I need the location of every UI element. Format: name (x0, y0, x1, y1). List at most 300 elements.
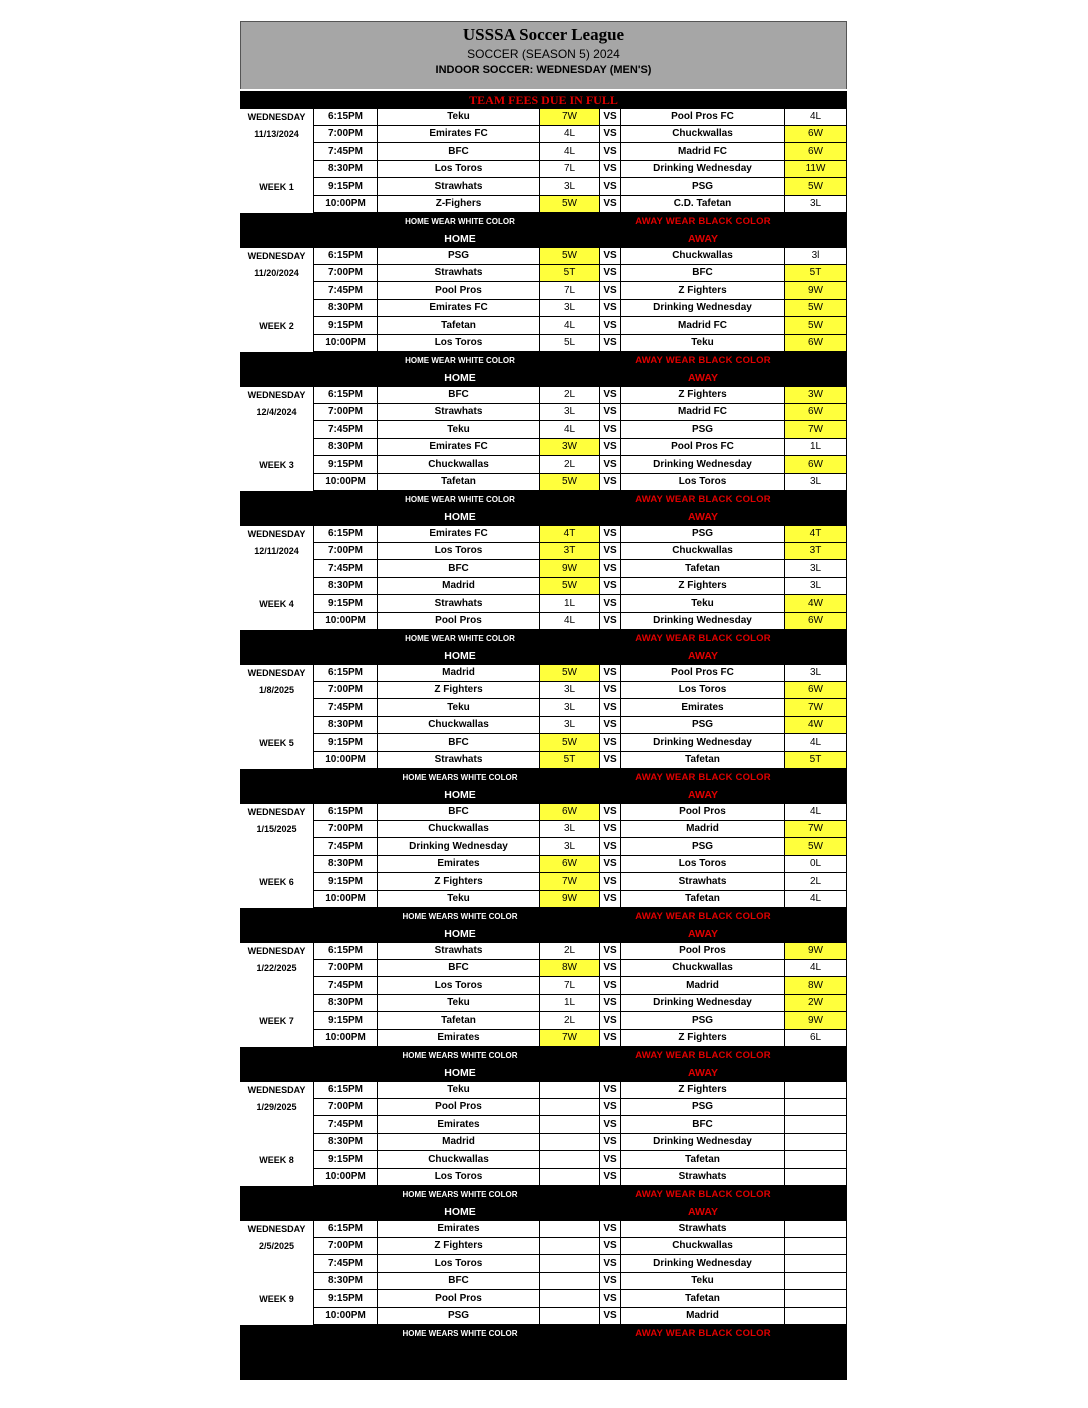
game-row (240, 178, 847, 196)
away-score: 5W (785, 838, 847, 856)
home-score: 7L (540, 282, 600, 300)
home-team: Chuckwallas (378, 1151, 540, 1169)
day-cell (240, 752, 314, 770)
game-time: 7:45PM (314, 1116, 378, 1134)
game-row (240, 891, 847, 909)
season-title: SOCCER (SEASON 5) 2024 (467, 47, 620, 61)
away-score (785, 1169, 847, 1187)
week-block (240, 664, 847, 769)
game-time: 9:15PM (314, 1151, 378, 1169)
game-row (240, 1081, 847, 1099)
away-score: 3L (785, 560, 847, 578)
away-attire-note: AWAY WEAR BLACK COLOR (635, 494, 771, 505)
away-score (785, 1134, 847, 1152)
day-cell: WEEK 1 (240, 178, 314, 196)
away-score: 6W (785, 613, 847, 631)
vs-label: VS (600, 613, 621, 631)
away-score: 3L (785, 578, 847, 596)
day-cell (240, 560, 314, 578)
vs-label: VS (600, 560, 621, 578)
away-score (785, 1099, 847, 1117)
game-time: 9:15PM (314, 456, 378, 474)
vs-label: VS (600, 942, 621, 960)
home-score: 5W (540, 734, 600, 752)
away-team: Tafetan (621, 1151, 785, 1169)
game-row (240, 595, 847, 613)
game-row (240, 1308, 847, 1326)
vs-label: VS (600, 1308, 621, 1326)
game-row (240, 386, 847, 404)
game-time: 7:45PM (314, 421, 378, 439)
day-cell: 12/4/2024 (240, 404, 314, 422)
vs-label: VS (600, 1151, 621, 1169)
away-attire-note: AWAY WEAR BLACK COLOR (635, 911, 771, 922)
home-score: 7L (540, 977, 600, 995)
game-time: 9:15PM (314, 1290, 378, 1308)
game-row (240, 838, 847, 856)
home-team: BFC (378, 560, 540, 578)
vs-label: VS (600, 178, 621, 196)
home-team: Drinking Wednesday (378, 838, 540, 856)
away-score: 7W (785, 699, 847, 717)
away-attire-note: AWAY WEAR BLACK COLOR (635, 216, 771, 227)
away-score (785, 1308, 847, 1326)
away-team: PSG (621, 717, 785, 735)
day-cell: WEDNESDAY (240, 386, 314, 404)
vs-label: VS (600, 474, 621, 492)
game-row (240, 456, 847, 474)
away-team: PSG (621, 421, 785, 439)
attire-note-band (240, 1325, 847, 1342)
home-score (540, 1169, 600, 1187)
away-team: Pool Pros FC (621, 108, 785, 126)
vs-label: VS (600, 1012, 621, 1030)
home-team: Strawhats (378, 265, 540, 283)
week-block (240, 1081, 847, 1186)
away-team: Chuckwallas (621, 1238, 785, 1256)
home-label: HOME (444, 232, 476, 245)
home-attire-note: HOME WEARS WHITE COLOR (402, 1190, 518, 1199)
away-team: Strawhats (621, 873, 785, 891)
home-team: Emirates FC (378, 300, 540, 318)
away-attire-note: AWAY WEAR BLACK COLOR (635, 355, 771, 366)
game-row (240, 439, 847, 457)
game-row (240, 578, 847, 596)
home-label: HOME (444, 649, 476, 662)
home-score: 3T (540, 543, 600, 561)
home-team: Madrid (378, 664, 540, 682)
game-row (240, 752, 847, 770)
day-cell: WEDNESDAY (240, 525, 314, 543)
attire-note-band (240, 491, 847, 508)
home-team: Emirates (378, 1030, 540, 1048)
vs-label: VS (600, 1220, 621, 1238)
away-team: Tafetan (621, 752, 785, 770)
game-row (240, 1134, 847, 1152)
home-score: 3L (540, 838, 600, 856)
away-score: 6W (785, 404, 847, 422)
game-time: 7:45PM (314, 699, 378, 717)
away-score: 11W (785, 161, 847, 179)
vs-label: VS (600, 595, 621, 613)
game-row (240, 1220, 847, 1238)
day-cell: WEDNESDAY (240, 664, 314, 682)
vs-label: VS (600, 335, 621, 353)
game-row (240, 1012, 847, 1030)
home-score: 7W (540, 1030, 600, 1048)
day-cell: WEEK 8 (240, 1151, 314, 1169)
game-row (240, 126, 847, 144)
game-time: 6:15PM (314, 386, 378, 404)
day-cell: 11/20/2024 (240, 265, 314, 283)
away-team: Z Fighters (621, 1030, 785, 1048)
home-score: 5W (540, 474, 600, 492)
home-label: HOME (444, 371, 476, 384)
home-team: BFC (378, 1273, 540, 1291)
day-cell: WEDNESDAY (240, 108, 314, 126)
vs-label: VS (600, 873, 621, 891)
away-score: 5W (785, 317, 847, 335)
away-score: 4W (785, 595, 847, 613)
day-cell (240, 1116, 314, 1134)
game-row (240, 474, 847, 492)
vs-label: VS (600, 161, 621, 179)
game-row (240, 1238, 847, 1256)
game-row (240, 734, 847, 752)
home-score: 3L (540, 300, 600, 318)
away-team: Emirates (621, 699, 785, 717)
vs-label: VS (600, 247, 621, 265)
game-row (240, 525, 847, 543)
home-team: Teku (378, 1081, 540, 1099)
game-time: 7:00PM (314, 821, 378, 839)
home-score (540, 1116, 600, 1134)
home-score (540, 1255, 600, 1273)
home-score: 3L (540, 682, 600, 700)
home-score: 7L (540, 161, 600, 179)
home-score: 5W (540, 664, 600, 682)
game-time: 10:00PM (314, 1308, 378, 1326)
game-row (240, 1273, 847, 1291)
day-cell: 12/11/2024 (240, 543, 314, 561)
game-row (240, 803, 847, 821)
away-label: AWAY (688, 1066, 718, 1079)
away-team: Strawhats (621, 1220, 785, 1238)
vs-label: VS (600, 1255, 621, 1273)
week-block (240, 803, 847, 908)
away-team: Tafetan (621, 1290, 785, 1308)
away-team: Drinking Wednesday (621, 161, 785, 179)
away-score: 6W (785, 143, 847, 161)
vs-label: VS (600, 456, 621, 474)
away-score: 9W (785, 1012, 847, 1030)
home-team: Madrid (378, 578, 540, 596)
home-away-header (240, 1203, 847, 1220)
away-score: 6W (785, 682, 847, 700)
game-time: 8:30PM (314, 1134, 378, 1152)
game-time: 7:00PM (314, 265, 378, 283)
vs-label: VS (600, 821, 621, 839)
day-cell (240, 838, 314, 856)
away-team: PSG (621, 1012, 785, 1030)
game-time: 6:15PM (314, 108, 378, 126)
home-score: 5T (540, 752, 600, 770)
away-score: 6L (785, 1030, 847, 1048)
away-team: Madrid (621, 1308, 785, 1326)
attire-note-band (240, 352, 847, 369)
home-team: Z Fighters (378, 682, 540, 700)
day-cell (240, 856, 314, 874)
away-score: 3L (785, 196, 847, 214)
game-row (240, 143, 847, 161)
away-score (785, 1116, 847, 1134)
game-row (240, 335, 847, 353)
away-team: Los Toros (621, 474, 785, 492)
day-cell: WEEK 6 (240, 873, 314, 891)
away-score (785, 1081, 847, 1099)
vs-label: VS (600, 300, 621, 318)
vs-label: VS (600, 960, 621, 978)
day-cell (240, 439, 314, 457)
away-team: Z Fighters (621, 282, 785, 300)
away-team: Madrid FC (621, 143, 785, 161)
game-row (240, 196, 847, 214)
game-row (240, 560, 847, 578)
home-team: Teku (378, 995, 540, 1013)
home-score: 7W (540, 873, 600, 891)
away-label: AWAY (688, 371, 718, 384)
home-team: Strawhats (378, 595, 540, 613)
day-cell (240, 891, 314, 909)
day-cell (240, 474, 314, 492)
game-time: 6:15PM (314, 1081, 378, 1099)
day-cell (240, 161, 314, 179)
game-time: 7:00PM (314, 960, 378, 978)
day-cell: 1/29/2025 (240, 1099, 314, 1117)
day-cell (240, 143, 314, 161)
away-label: AWAY (688, 788, 718, 801)
away-team: Madrid FC (621, 317, 785, 335)
indoor-title: INDOOR SOCCER: WEDNESDAY (MEN'S) (435, 64, 652, 76)
home-team: PSG (378, 1308, 540, 1326)
attire-note-band (240, 769, 847, 786)
day-cell: WEDNESDAY (240, 942, 314, 960)
vs-label: VS (600, 421, 621, 439)
game-time: 9:15PM (314, 595, 378, 613)
away-score: 4L (785, 108, 847, 126)
game-time: 7:45PM (314, 838, 378, 856)
away-score: 4L (785, 960, 847, 978)
vs-label: VS (600, 734, 621, 752)
home-team: Pool Pros (378, 613, 540, 631)
game-row (240, 821, 847, 839)
week-block (240, 942, 847, 1047)
away-team: Los Toros (621, 682, 785, 700)
game-time: 6:15PM (314, 247, 378, 265)
day-cell (240, 335, 314, 353)
home-team: BFC (378, 734, 540, 752)
vs-label: VS (600, 1169, 621, 1187)
away-team: Pool Pros FC (621, 664, 785, 682)
game-row (240, 300, 847, 318)
game-time: 7:00PM (314, 1099, 378, 1117)
away-score: 6W (785, 335, 847, 353)
game-time: 7:00PM (314, 1238, 378, 1256)
home-score: 5L (540, 335, 600, 353)
home-score (540, 1238, 600, 1256)
away-team: Drinking Wednesday (621, 456, 785, 474)
home-team: BFC (378, 386, 540, 404)
vs-label: VS (600, 803, 621, 821)
game-row (240, 1030, 847, 1048)
day-cell (240, 282, 314, 300)
game-row (240, 613, 847, 631)
home-score: 4L (540, 143, 600, 161)
away-team: Z Fighters (621, 386, 785, 404)
day-cell (240, 977, 314, 995)
away-team: Teku (621, 1273, 785, 1291)
home-attire-note: HOME WEARS WHITE COLOR (402, 912, 518, 921)
home-attire-note: HOME WEARS WHITE COLOR (402, 773, 518, 782)
game-time: 10:00PM (314, 1030, 378, 1048)
away-team: Chuckwallas (621, 960, 785, 978)
game-row (240, 108, 847, 126)
home-score: 9W (540, 891, 600, 909)
day-cell (240, 421, 314, 439)
game-time: 8:30PM (314, 717, 378, 735)
away-score: 4T (785, 525, 847, 543)
away-team: Drinking Wednesday (621, 995, 785, 1013)
home-score: 8W (540, 960, 600, 978)
day-cell (240, 300, 314, 318)
away-team: C.D. Tafetan (621, 196, 785, 214)
game-time: 6:15PM (314, 525, 378, 543)
away-attire-note: AWAY WEAR BLACK COLOR (635, 1050, 771, 1061)
away-score: 1L (785, 439, 847, 457)
game-row (240, 699, 847, 717)
home-attire-note: HOME WEAR WHITE COLOR (405, 495, 515, 504)
vs-label: VS (600, 838, 621, 856)
schedule-sheet (240, 21, 847, 1380)
home-score: 4L (540, 613, 600, 631)
home-away-header (240, 786, 847, 803)
week-block (240, 1220, 847, 1325)
home-score: 9W (540, 560, 600, 578)
home-team: Chuckwallas (378, 456, 540, 474)
day-cell (240, 1273, 314, 1291)
day-cell: WEEK 3 (240, 456, 314, 474)
home-score: 3L (540, 821, 600, 839)
home-score: 1L (540, 595, 600, 613)
home-team: Chuckwallas (378, 717, 540, 735)
game-row (240, 960, 847, 978)
away-score: 3L (785, 474, 847, 492)
vs-label: VS (600, 404, 621, 422)
away-attire-note: AWAY WEAR BLACK COLOR (635, 1189, 771, 1200)
away-team: Chuckwallas (621, 126, 785, 144)
home-away-header (240, 647, 847, 664)
game-time: 7:00PM (314, 543, 378, 561)
game-time: 8:30PM (314, 856, 378, 874)
home-team: Z-Fighers (378, 196, 540, 214)
day-cell: 1/22/2025 (240, 960, 314, 978)
day-cell: WEEK 4 (240, 595, 314, 613)
day-cell (240, 196, 314, 214)
home-label: HOME (444, 927, 476, 940)
day-cell (240, 1308, 314, 1326)
game-time: 7:45PM (314, 282, 378, 300)
home-team: Emirates FC (378, 126, 540, 144)
game-row (240, 717, 847, 735)
home-score: 5T (540, 265, 600, 283)
home-team: Los Toros (378, 977, 540, 995)
game-time: 8:30PM (314, 995, 378, 1013)
vs-label: VS (600, 1290, 621, 1308)
day-cell (240, 1134, 314, 1152)
home-team: Teku (378, 699, 540, 717)
vs-label: VS (600, 126, 621, 144)
home-team: Pool Pros (378, 282, 540, 300)
home-team: Z Fighters (378, 873, 540, 891)
home-attire-note: HOME WEAR WHITE COLOR (405, 356, 515, 365)
away-team: BFC (621, 1116, 785, 1134)
home-away-header (240, 1064, 847, 1081)
home-attire-note: HOME WEARS WHITE COLOR (402, 1329, 518, 1338)
away-score (785, 1151, 847, 1169)
vs-label: VS (600, 108, 621, 126)
away-score: 2W (785, 995, 847, 1013)
game-time: 6:15PM (314, 803, 378, 821)
game-row (240, 265, 847, 283)
home-team: Emirates (378, 1116, 540, 1134)
fees-notice: TEAM FEES DUE IN FULL (240, 91, 847, 108)
game-row (240, 161, 847, 179)
game-time: 10:00PM (314, 196, 378, 214)
home-team: Teku (378, 421, 540, 439)
home-score: 2L (540, 942, 600, 960)
home-score (540, 1220, 600, 1238)
game-time: 9:15PM (314, 734, 378, 752)
day-cell (240, 1030, 314, 1048)
home-team: Los Toros (378, 1255, 540, 1273)
home-attire-note: HOME WEARS WHITE COLOR (402, 1051, 518, 1060)
home-label: HOME (444, 1066, 476, 1079)
away-team: Strawhats (621, 1169, 785, 1187)
game-time: 7:00PM (314, 682, 378, 700)
away-score: 9W (785, 942, 847, 960)
away-score: 2L (785, 873, 847, 891)
away-label: AWAY (688, 927, 718, 940)
home-team: Tafetan (378, 474, 540, 492)
vs-label: VS (600, 543, 621, 561)
home-score: 6W (540, 856, 600, 874)
game-time: 9:15PM (314, 178, 378, 196)
home-team: PSG (378, 247, 540, 265)
game-row (240, 682, 847, 700)
game-row (240, 664, 847, 682)
vs-label: VS (600, 1238, 621, 1256)
day-cell: 11/13/2024 (240, 126, 314, 144)
away-team: Los Toros (621, 856, 785, 874)
away-team: Tafetan (621, 560, 785, 578)
away-team: BFC (621, 265, 785, 283)
home-away-header (240, 925, 847, 942)
week-block (240, 247, 847, 352)
attire-note-band (240, 630, 847, 647)
week-block (240, 386, 847, 491)
home-team: Emirates FC (378, 439, 540, 457)
day-cell: WEDNESDAY (240, 803, 314, 821)
